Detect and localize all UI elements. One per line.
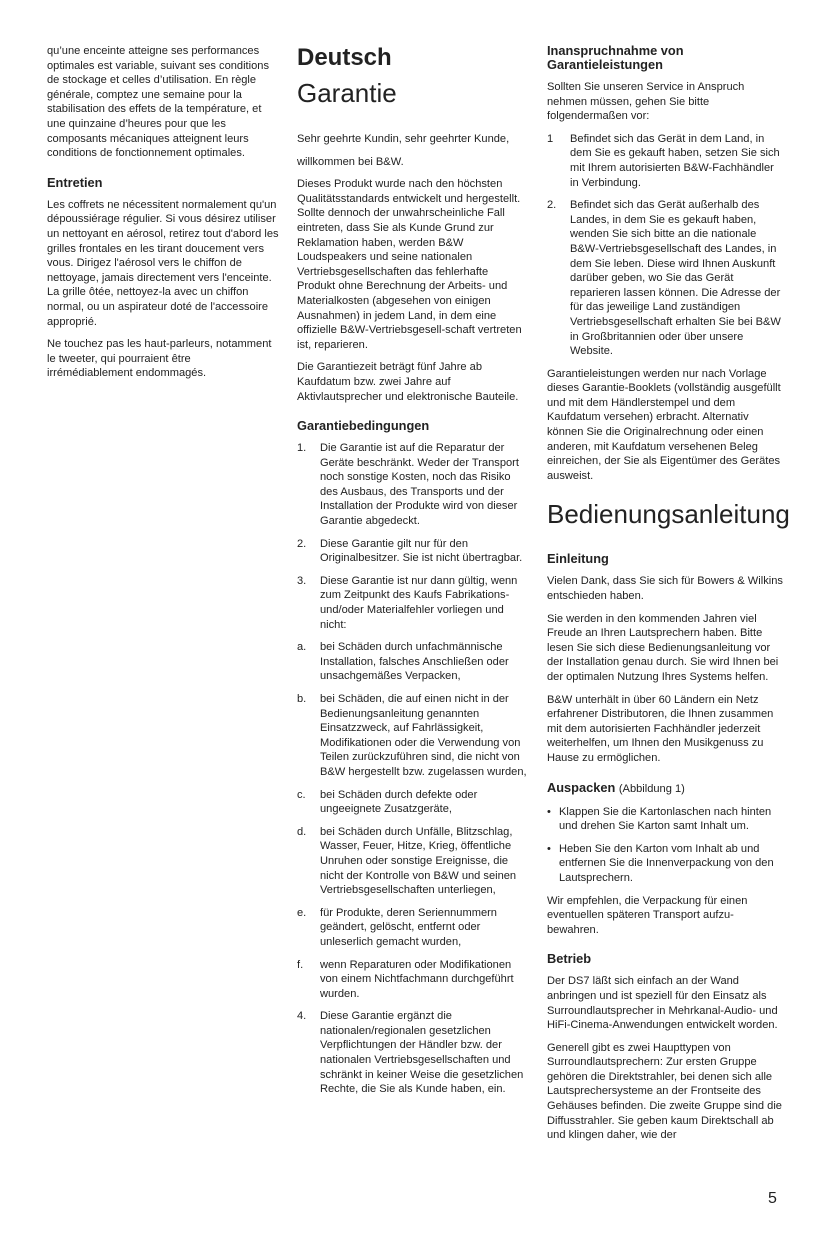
list-text: Diese Garantie ist nur dann gültig, wenn zum Zeitpunkt des Kaufs Fabrikations- und/oder Materialfehler vorliegen und nicht: [320,574,518,631]
heading-auspacken-label: Auspacken [547,779,616,795]
paragraph-einleitung-1: Vielen Dank, dass Sie sich für Bowers & Wilkins entschieden haben. [547,575,783,603]
list-text: bei Schäden durch Unfälle, Blitzschlag, Wasser, Feuer, Hitze, Krieg, öffentliche Unruhen oder sonstige Ereignisse, die nicht der Kontrolle von B&W und seinen Vertriebsgesellschaften unterliegen, [320,825,517,897]
list-item [297,692,529,780]
heading-betrieb: Betrieb [547,951,592,967]
list-marker: f. [297,958,304,971]
list-marker: 4. [297,1010,307,1023]
service-steps-list [547,132,783,359]
list-item [297,906,529,950]
list-marker: a. [297,641,307,654]
list-marker: • [547,842,551,855]
unpacking-bullets [547,805,783,886]
paragraph-welcome: willkommen bei B&W. [297,155,404,168]
language-heading: Deutsch [297,44,392,71]
list-text: bei Schäden durch unfachmännische Installation, falsches Anschließen oder unsachgemäßes Verpacken, [320,641,509,683]
page-number: 5 [768,1190,777,1207]
list-marker: e. [297,906,307,919]
conditions-list [297,441,529,1097]
paragraph-einleitung-3: B&W unterhält in über 60 Ländern ein Netz erfahrener Distributoren, die Ihnen zusammen mit dem autorisierten Fachhändler jederzeit weiterhelfen, um Ihnen den Musikgenuss zu Hause zu ermöglichen. [547,693,774,764]
list-item [297,1009,529,1097]
section-title-garantie: Garantie [297,78,397,108]
heading-inanspruchnahme: Inanspruchnahme von Garantieleistungen [547,43,684,72]
list-marker: 2. [297,537,307,550]
list-item [297,537,529,566]
list-text: Diese Garantie gilt nur für den Originalbesitzer. Sie ist nicht übertragbar. [320,537,523,565]
list-item [547,132,783,190]
paragraph-betrieb-2: Generell gibt es zwei Haupttypen von Surroundlautsprechern: Zur ersten Gruppe gehören die Direktstrahler, bei denen sich alle Lautsprechersysteme an der Frontseite des Gehäuses befinden. Die zweite Gruppe sind die Diffusstrahler. Sie geben kaum Direktschall ab und klingen daher, wie der [547,1041,782,1142]
list-text: wenn Reparaturen oder Modifikationen von einem Nichtfachmann durchgeführt wurden. [320,958,514,1000]
paragraph-intro: qu’une enceinte atteigne ses performances optimales est variable, suivant ses conditions de stockage et celles d’utilisation. En règle générale, comptez une semaine pour la stabilisation des effets de la température, et une quinzaine d’heures pour que les composants mécaniques atteignent leurs conditions de fonctionnement optimales. [47,45,269,160]
heading-auspacken [547,780,783,797]
list-text: Befindet sich das Gerät in dem Land, in dem Sie es gekauft haben, setzen Sie sich mit Ihrem autorisierten B&W-Fachhändler in Verbindung. [570,132,780,189]
list-item [297,788,529,817]
paragraph-betrieb-1: Der DS7 läßt sich einfach an der Wand anbringen und ist speziell für den Einsatz als Surroundlautsprecher in Mehrkanal-Audio- und HiFi-Cinema-Anwendungen entwickelt worden. [547,975,778,1032]
column-right [547,43,790,1151]
heading-einleitung: Einleitung [547,551,609,567]
list-text: Diese Garantie ergänzt die nationalen/regionalen gesetzlichen Verpflichtungen der Händler bzw. der nationalen Vertriebsgesellschaften und schränkt in keiner Weise die gesetzlichen Rechte, die Sie als Kunde haben, ein. [320,1010,524,1096]
list-item [297,574,529,632]
list-marker: • [547,805,551,818]
list-item [547,198,783,359]
list-marker: 1 [547,132,554,145]
column-left [47,44,279,389]
list-text: Heben Sie den Karton vom Inhalt ab und entfernen Sie die Innenverpackung von den Lautsprechern. [559,842,774,884]
list-item [297,958,529,1002]
paragraph-quality: Dieses Produkt wurde nach den höchsten Qualitätsstandards entwickelt und hergestellt. Sollte dennoch der unwahrscheinliche Fall eintreten, dass Sie als Kunde Grund zur Reklamation haben, werden B&W Loudspeakers und seine nationalen Vertriebsgesellschaften das fehlerhafte Produkt ohne Berechnung der Arbeits- und Materialkosten (abgesehen von einigen Ausnahmen) in jedem Land, in dem eine offizielle B&W-Vertriebsgesell-schaft vertreten ist, reparieren. [297,178,522,351]
list-marker: b. [297,693,307,705]
paragraph-inanspruchnahme: Sollten Sie unseren Service in Anspruch nehmen müssen, gehen Sie bitte folgendermaßen vor: [547,81,745,123]
paragraph-auspacken: Wir empfehlen, die Verpackung für einen eventuellen späteren Transport aufzu-bewahren. [547,894,748,936]
list-text: bei Schäden durch defekte oder ungeeignete Zusatzgeräte, [320,788,478,816]
list-marker: 2. [547,199,557,212]
list-item [297,441,529,529]
heading-auspacken-note: (Abbildung 1) [618,782,685,795]
list-marker: d. [297,825,307,838]
heading-entretien: Entretien [47,174,103,190]
list-marker: 3. [297,574,307,587]
list-item [297,825,529,898]
list-item [547,805,783,834]
list-marker: 1. [297,442,307,455]
heading-garantiebedingungen: Garantiebedingungen [297,418,430,434]
list-item [297,640,529,684]
paragraph-einleitung-2: Sie werden in den kommenden Jahren viel Freude an Ihren Lautsprechern haben. Bitte lesen Sie sich diese Bedienungsanleitung vor der Installation genau durch. Sie wird Ihnen bei der optimalen Nutzung Ihres Systems helfen. [547,612,779,683]
list-text: Die Garantie ist auf die Reparatur der Geräte beschränkt. Weder der Transport noch sonstige Kosten, noch das Risiko des Ausbaus, des Transports und der Installation der Produkte wird von dieser Garantie abgedeckt. [320,442,519,528]
list-marker: c. [297,788,306,801]
list-item [547,842,783,886]
list-text: bei Schäden, die auf einen nicht in der Bedienungsanleitung genannten Einsatzzweck, auf Fahrlässigkeit, Modifikationen oder die Verwendung von Teilen zurückzuführen sind, die nicht von B&W hergestellt bzw. zugelassen wurden, [320,693,527,778]
list-text: Klappen Sie die Kartonlaschen nach hinten und drehen Sie Karton samt Inhalt um. [559,805,772,833]
list-text: für Produkte, deren Seriennummern geändert, gelöscht, entfernt oder unleserlich gemacht wurden, [320,906,497,948]
paragraph-garantieleistungen: Garantieleistungen werden nur nach Vorlage dieses Garantie-Booklets (vollständig ausgefüllt und mit dem Händlerstempel und dem Kaufdatum versehen) erbracht. Alternativ können Sie die Originalrechnung oder einen anderen, mit Kaufdatum versehenen Beleg einreichen, der Sie als Eigentümer des Gerätes ausweist. [547,367,781,482]
paragraph-greeting: Sehr geehrte Kundin, sehr geehrter Kunde, [297,133,510,145]
paragraph-entretien-1: Les coffrets ne nécessitent normalement qu'un dépoussiérage régulier. Si vous désirez utiliser un nettoyant en aérosol, retirez tout d'abord les grilles frontales en les tirant doucement vers vous. Dirigez l'aérosol vers le chiffon de nettoyage, jamais directement vers l'enceinte. La grille ôtée, nettoyez-la avec un chiffon normal, ou un aspirateur doté de l'accessoire approprié. [47,198,279,328]
paragraph-warranty-period: Die Garantiezeit beträgt fünf Jahre ab Kaufdatum bzw. zwei Jahre auf Aktivlautsprecher und elektronische Bauteile. [297,361,519,403]
list-text: Befindet sich das Gerät außerhalb des Landes, in dem Sie es gekauft haben, wenden Sie sich bitte an die nationale B&W-Vertriebsgesellschaft des Landes, in dem Sie leben. Diese wird Ihnen Auskunft darüber geben, wo Sie das Gerät reparieren lassen können. Die Adresse der für das jeweilige Land zuständigen Vertriebsgesellschaft erhalten Sie bei B&W in Großbritannien oder über unsere Website. [570,199,781,358]
section-title-bedienungsanleitung: Bedienungsanleitung [547,499,790,530]
paragraph-entretien-2: Ne touchez pas les haut-parleurs, notamment le tweeter, qui pourraient être irrémédiablement endommagés. [47,338,272,380]
column-middle [297,44,529,1105]
